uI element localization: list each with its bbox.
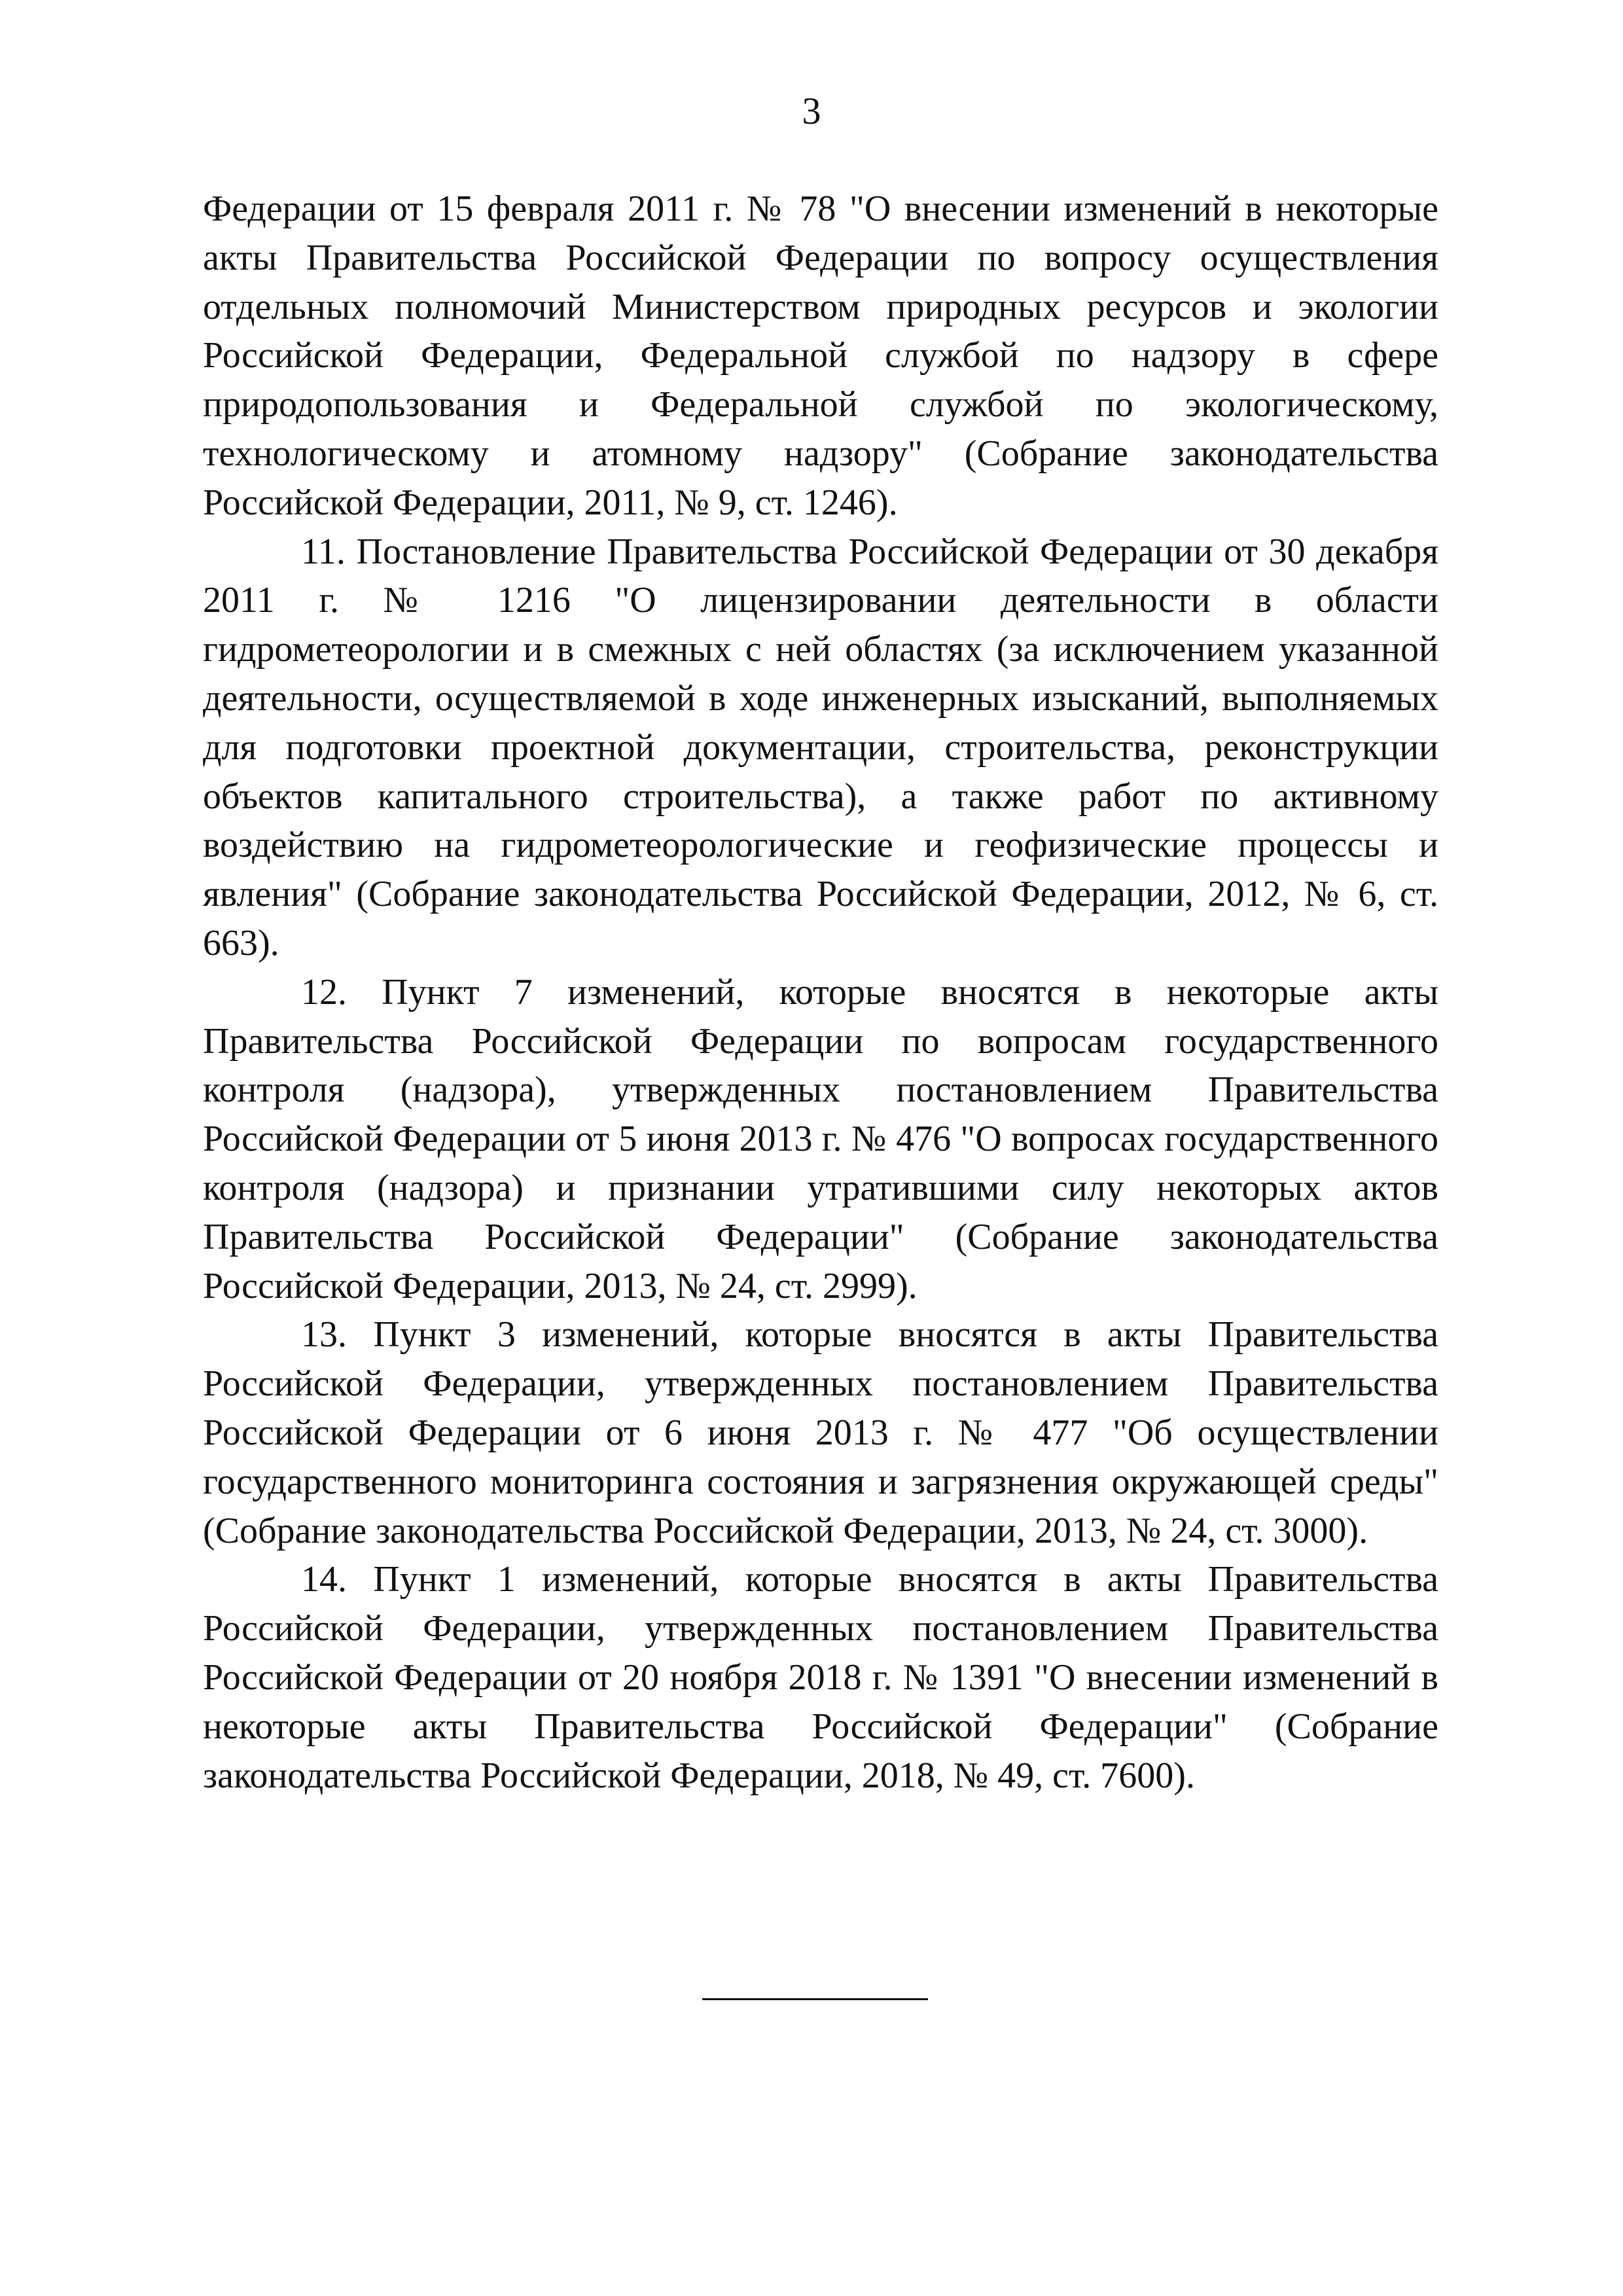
- paragraph-item-13: 13. Пункт 3 изменений, которые вносятся в акты Правительства Российской Федерации, утвержденных постановлением Правительства Российской Федерации от 6 июня 2013 г. № 477 "Об осуществлении государственного мониторинга состояния и загрязнения окружающей среды" (Собрание законодательства Российской Федерации, 2013, № 24, ст. 3000).: [203, 1314, 1438, 1551]
- page-number: 3: [802, 90, 821, 132]
- document-body: [203, 185, 1438, 1800]
- paragraph-item-12: 12. Пункт 7 изменений, которые вносятся в некоторые акты Правительства Российской Федерации по вопросам государственного контроля (надзора), утвержденных постановлением Правительства Российской Федерации от 5 июня 2013 г. № 476 "О вопросах государственного контроля (надзора) и признании утратившими силу некоторых актов Правительства Российской Федерации" (Собрание законодательства Российской Федерации, 2013, № 24, ст. 2999).: [203, 971, 1438, 1306]
- paragraph-item-14: 14. Пункт 1 изменений, которые вносятся в акты Правительства Российской Федерации, утвержденных постановлением Правительства Российской Федерации от 20 ноября 2018 г. № 1391 "О внесении изменений в некоторые акты Правительства Российской Федерации" (Собрание законодательства Российской Федерации, 2018, № 49, ст. 7600).: [203, 1559, 1438, 1796]
- paragraph-continuation: Федерации от 15 февраля 2011 г. № 78 "О внесении изменений в некоторые акты Правительства Российской Федерации по вопросу осуществления отдельных полномочий Министерством природных ресурсов и экологии Российской Федерации, Федеральной службой по надзору в сфере природопользования и Федеральной службой по экологическому, технологическому и атомному надзору" (Собрание законодательства Российской Федерации, 2011, № 9, ст. 1246).: [203, 188, 1438, 523]
- paragraph-item-11: 11. Постановление Правительства Российской Федерации от 30 декабря 2011 г. № 1216 "О лицензировании деятельности в области гидрометеорологии и в смежных с ней областях (за исключением указанной деятельности, осуществляемой в ходе инженерных изысканий, выполняемых для подготовки проектной документации, строительства, реконструкции объектов капитального строительства), а также работ по активному воздействию на гидрометеорологические и геофизические процессы и явления" (Собрание законодательства Российской Федерации, 2012, № 6, ст. 663).: [203, 531, 1438, 963]
- end-of-document-rule: [702, 1998, 928, 2000]
